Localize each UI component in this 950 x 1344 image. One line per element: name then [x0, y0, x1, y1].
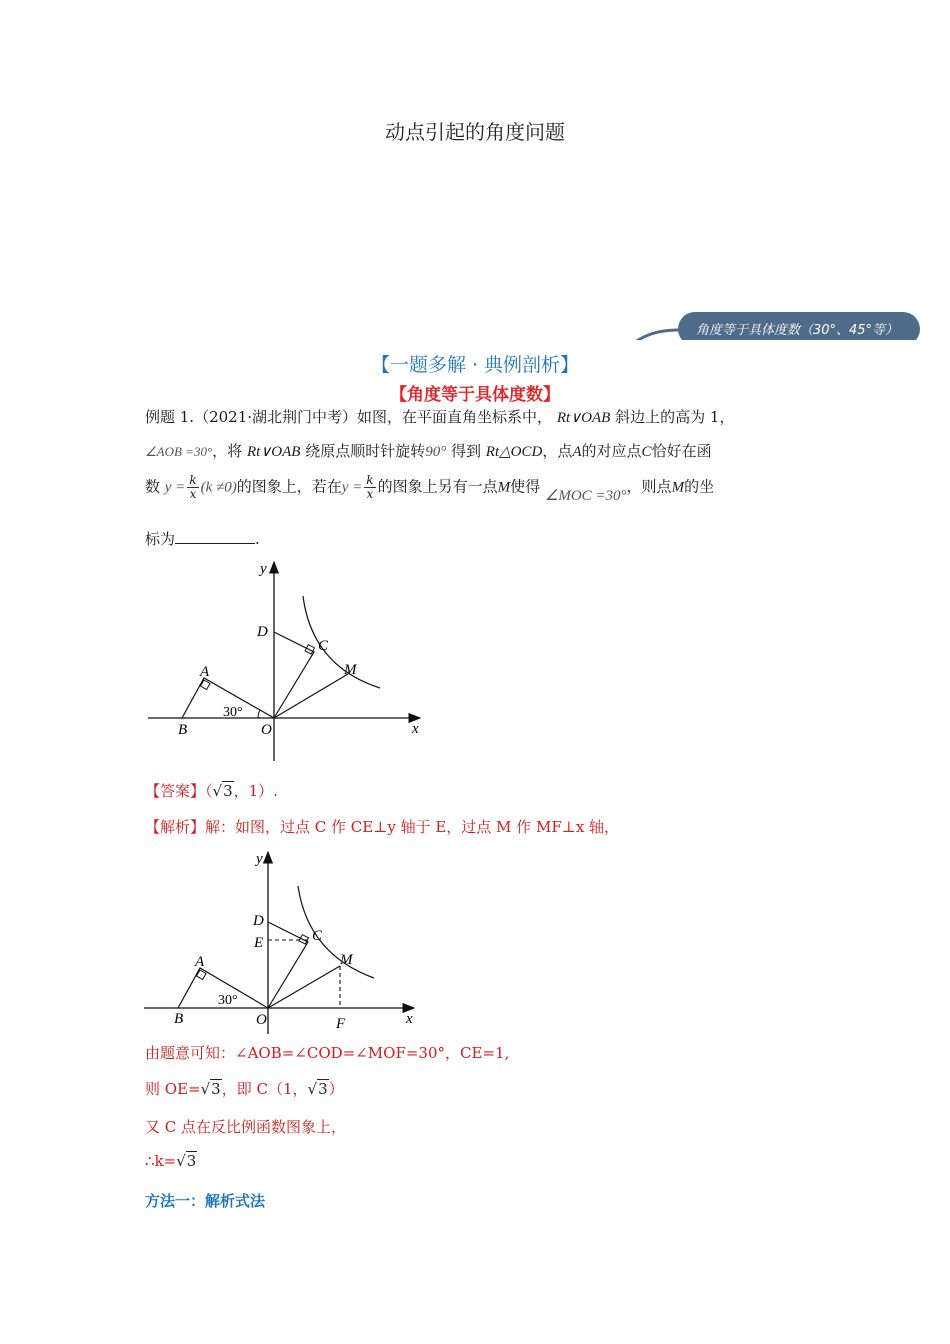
text: 恰好在函: [651, 442, 712, 460]
math-function: y =: [341, 479, 363, 496]
page-title: 动点引起的角度问题: [385, 120, 565, 144]
point-label-e: E: [254, 935, 264, 951]
answer-label: 【答案】: [145, 782, 206, 800]
section-heading: 【一题多解 · 典例剖析】: [370, 354, 580, 376]
point-label-a: A: [200, 664, 210, 680]
text: 的图象上另有一点: [377, 477, 498, 496]
analysis-label: 【解析】: [145, 818, 206, 836]
analysis-line: [145, 816, 619, 837]
angle-arc: [258, 710, 260, 718]
text: ，即 C（1，: [221, 1080, 308, 1098]
text: .: [255, 530, 260, 548]
sqrt-radicand: 3: [186, 1152, 197, 1170]
hyperbola-curve: [298, 886, 374, 978]
fraction: [187, 474, 198, 501]
text: （: [205, 782, 213, 800]
text: 解：如图，过点 C 作 CE⊥y 轴于 E，过点 M 作 MF⊥x 轴，: [205, 818, 620, 836]
axis-label-y: y: [260, 561, 267, 577]
angle-label: 30°: [223, 705, 243, 720]
axis-label-x: x: [412, 721, 419, 737]
figure-2-diagram: [138, 846, 438, 1036]
math-point: M: [671, 479, 685, 496]
text: ∴k=: [145, 1152, 177, 1170]
math-angle: ∠AOB =30°: [145, 444, 213, 459]
hyperbola-curve: [303, 596, 380, 688]
point-label-m: M: [344, 662, 357, 678]
fraction-numerator: k: [189, 473, 197, 487]
text: ）: [328, 1080, 344, 1098]
math-point: A: [572, 444, 582, 460]
text: ，点: [542, 442, 573, 460]
method-heading: 方法一：解析式法: [145, 1192, 266, 1210]
fraction: [364, 474, 375, 501]
mind-node-specific-degree[interactable]: [678, 312, 920, 340]
math-degree: 90°: [425, 444, 447, 460]
text: 得到: [451, 442, 482, 460]
problem-line-2: [145, 440, 712, 461]
math-point: C: [641, 444, 652, 460]
step-1: 由题意可知：∠AOB=∠COD=∠MOF=30°，CE=1,: [145, 1044, 510, 1062]
axis-label-y: y: [256, 851, 263, 867]
point-label-d: D: [253, 913, 264, 929]
sqrt-expression: √3: [307, 1080, 328, 1098]
text: 例题 1.（2021·湖北荆门中考）如图，在平面直角坐标系中，: [145, 408, 553, 426]
segment-om: [274, 674, 348, 718]
text: 使得: [510, 477, 541, 496]
point-label-b: B: [178, 722, 188, 738]
answer-line: [145, 780, 278, 801]
text: ，将: [212, 442, 243, 460]
point-label-f: F: [336, 1016, 346, 1032]
fraction-denominator: x: [366, 487, 374, 501]
text: 绕原点顺时针旋转: [305, 442, 426, 460]
connector-line: [590, 330, 680, 340]
sqrt-radicand: 3: [223, 782, 233, 800]
mind-node-label: 角度等于具体度数（30°、45°等）: [695, 323, 899, 338]
answer-blank[interactable]: [175, 531, 255, 544]
text: 的坐: [684, 477, 715, 496]
fraction-denominator: x: [189, 487, 197, 501]
sqrt-expression: √3: [200, 1080, 221, 1098]
problem-line-1: [145, 406, 734, 427]
segment-om: [268, 966, 340, 1008]
math-rt-triangle: Rt∨OAB: [246, 444, 301, 460]
math-condition: (k ≠0): [200, 479, 237, 496]
text: 标为: [145, 530, 176, 548]
math-angle: ∠MOC =30°: [544, 487, 627, 504]
math-point: M: [497, 479, 511, 496]
math-function: y =: [164, 479, 186, 496]
point-label-o: O: [261, 722, 272, 738]
angle-label: 30°: [218, 993, 238, 1008]
subsection-heading: 【角度等于具体度数】: [390, 385, 560, 405]
problem-line-4: [145, 528, 260, 549]
point-label-o: O: [256, 1012, 267, 1028]
fraction-numerator: k: [366, 473, 374, 487]
point-label-c: C: [312, 928, 323, 944]
sqrt-expression: √3: [212, 782, 233, 800]
text: ，1）.: [233, 782, 278, 800]
point-label-m: M: [340, 952, 353, 968]
step-2: [145, 1078, 344, 1099]
sqrt-radicand: 3: [211, 1080, 221, 1098]
step-4: [145, 1152, 197, 1170]
text: 则 OE=: [145, 1080, 201, 1098]
text: 的图象上，若在: [236, 477, 342, 496]
text: ，则点: [626, 477, 672, 496]
math-rt-triangle: Rt△OCD: [485, 444, 543, 460]
point-label-d: D: [257, 624, 268, 640]
step-3: 又 C 点在反比例函数图象上，: [145, 1118, 347, 1136]
mind-map: [0, 150, 950, 340]
axis-label-x: x: [406, 1011, 413, 1027]
point-label-c: C: [318, 638, 329, 654]
sqrt-expression: √3: [176, 1152, 197, 1170]
problem-line-3: [145, 473, 715, 504]
point-label-b: B: [174, 1011, 184, 1027]
text: 斜边上的高为 1，: [615, 408, 735, 426]
point-label-a: A: [195, 954, 205, 970]
math-rt-triangle: Rt∨OAB: [556, 410, 611, 426]
text: 的对应点: [581, 442, 642, 460]
text: 数: [145, 477, 161, 496]
figure-1-diagram: [140, 556, 440, 766]
sqrt-radicand: 3: [318, 1080, 328, 1098]
